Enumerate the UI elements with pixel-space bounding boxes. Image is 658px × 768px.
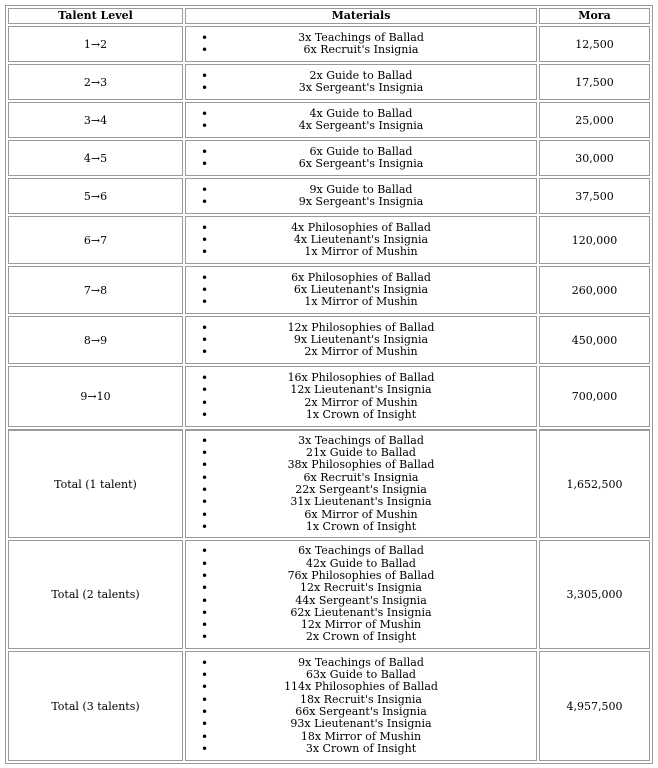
materials-cell <box>185 651 537 761</box>
materials-list <box>186 222 536 259</box>
material-item: • 4x Philosophies of Ballad <box>186 222 536 234</box>
talent-level-cell: 7→8 <box>8 266 183 314</box>
talent-level-cell: Total (3 talents) <box>8 651 183 761</box>
table-row <box>8 216 650 264</box>
material-item: • 93x Lieutenant's Insignia <box>186 718 536 730</box>
materials-cell <box>185 64 537 100</box>
materials-list <box>186 435 536 533</box>
materials-cell <box>185 366 537 427</box>
material-item: • 31x Lieutenant's Insignia <box>186 496 536 508</box>
material-item: • 6x Recruit's Insignia <box>186 44 536 56</box>
material-item: • 12x Recruit's Insignia <box>186 582 536 594</box>
material-item: • 4x Guide to Ballad <box>186 108 536 120</box>
header-talent-level: Talent Level <box>8 8 183 24</box>
header-materials: Materials <box>185 8 537 24</box>
material-item: • 6x Guide to Ballad <box>186 146 536 158</box>
talent-level-cell: 4→5 <box>8 140 183 176</box>
materials-cell <box>185 102 537 138</box>
total-row <box>8 429 650 538</box>
material-item: • 1x Crown of Insight <box>186 409 536 421</box>
materials-list <box>186 146 536 171</box>
materials-cell <box>185 216 537 264</box>
material-item: • 3x Teachings of Ballad <box>186 435 536 447</box>
total-row <box>8 540 650 649</box>
material-item: • 44x Sergeant's Insignia <box>186 595 536 607</box>
material-item: • 42x Guide to Ballad <box>186 558 536 570</box>
table-row <box>8 140 650 176</box>
material-item: • 9x Lieutenant's Insignia <box>186 334 536 346</box>
material-item: • 63x Guide to Ballad <box>186 669 536 681</box>
material-item: • 6x Sergeant's Insignia <box>186 158 536 170</box>
materials-cell <box>185 540 537 649</box>
talent-level-cell: 9→10 <box>8 366 183 427</box>
table-row <box>8 266 650 314</box>
talent-level-cell: 2→3 <box>8 64 183 100</box>
material-item: • 6x Recruit's Insignia <box>186 472 536 484</box>
material-item: • 4x Sergeant's Insignia <box>186 120 536 132</box>
material-item: • 12x Philosophies of Ballad <box>186 322 536 334</box>
material-item: • 3x Sergeant's Insignia <box>186 82 536 94</box>
mora-cell: 12,500 <box>539 26 650 62</box>
materials-cell <box>185 266 537 314</box>
material-item: • 38x Philosophies of Ballad <box>186 459 536 471</box>
material-item: • 9x Guide to Ballad <box>186 184 536 196</box>
mora-cell: 700,000 <box>539 366 650 427</box>
material-item: • 9x Teachings of Ballad <box>186 657 536 669</box>
materials-cell <box>185 178 537 214</box>
material-item: • 66x Sergeant's Insignia <box>186 706 536 718</box>
material-item: • 2x Guide to Ballad <box>186 70 536 82</box>
material-item: • 22x Sergeant's Insignia <box>186 484 536 496</box>
materials-cell <box>185 26 537 62</box>
material-item: • 2x Mirror of Mushin <box>186 346 536 358</box>
talent-materials-table <box>5 5 653 764</box>
materials-list <box>186 32 536 57</box>
material-item: • 1x Mirror of Mushin <box>186 296 536 308</box>
talent-level-cell: 3→4 <box>8 102 183 138</box>
materials-cell <box>185 429 537 538</box>
mora-cell: 1,652,500 <box>539 429 650 538</box>
table-row <box>8 366 650 427</box>
header-row <box>8 8 650 24</box>
mora-cell: 17,500 <box>539 64 650 100</box>
talent-level-cell: 5→6 <box>8 178 183 214</box>
talent-level-cell: 8→9 <box>8 316 183 364</box>
material-item: • 4x Lieutenant's Insignia <box>186 234 536 246</box>
material-item: • 76x Philosophies of Ballad <box>186 570 536 582</box>
table-body <box>8 26 650 761</box>
material-item: • 2x Crown of Insight <box>186 631 536 643</box>
material-item: • 12x Lieutenant's Insignia <box>186 384 536 396</box>
mora-cell: 260,000 <box>539 266 650 314</box>
material-item: • 6x Lieutenant's Insignia <box>186 284 536 296</box>
material-item: • 3x Teachings of Ballad <box>186 32 536 44</box>
mora-cell: 3,305,000 <box>539 540 650 649</box>
table-row <box>8 316 650 364</box>
material-item: • 18x Mirror of Mushin <box>186 731 536 743</box>
material-item: • 1x Crown of Insight <box>186 521 536 533</box>
material-item: • 2x Mirror of Mushin <box>186 397 536 409</box>
material-item: • 1x Mirror of Mushin <box>186 246 536 258</box>
material-item: • 6x Mirror of Mushin <box>186 509 536 521</box>
table-row <box>8 26 650 62</box>
talent-level-cell: 1→2 <box>8 26 183 62</box>
talent-level-cell: Total (2 talents) <box>8 540 183 649</box>
material-item: • 6x Teachings of Ballad <box>186 545 536 557</box>
talent-level-cell: Total (1 talent) <box>8 429 183 538</box>
header-mora: Mora <box>539 8 650 24</box>
table-row <box>8 64 650 100</box>
materials-list <box>186 108 536 133</box>
mora-cell: 37,500 <box>539 178 650 214</box>
mora-cell: 4,957,500 <box>539 651 650 761</box>
table-row <box>8 178 650 214</box>
material-item: • 18x Recruit's Insignia <box>186 694 536 706</box>
talent-table-container <box>5 5 653 764</box>
mora-cell: 25,000 <box>539 102 650 138</box>
materials-list <box>186 184 536 209</box>
mora-cell: 30,000 <box>539 140 650 176</box>
material-item: • 114x Philosophies of Ballad <box>186 681 536 693</box>
material-item: • 62x Lieutenant's Insignia <box>186 607 536 619</box>
material-item: • 9x Sergeant's Insignia <box>186 196 536 208</box>
materials-cell <box>185 316 537 364</box>
materials-list <box>186 545 536 643</box>
material-item: • 12x Mirror of Mushin <box>186 619 536 631</box>
materials-cell <box>185 140 537 176</box>
materials-list <box>186 657 536 755</box>
materials-list <box>186 372 536 421</box>
talent-level-cell: 6→7 <box>8 216 183 264</box>
materials-list <box>186 322 536 359</box>
materials-list <box>186 70 536 95</box>
total-row <box>8 651 650 761</box>
material-item: • 6x Philosophies of Ballad <box>186 272 536 284</box>
table-row <box>8 102 650 138</box>
material-item: • 3x Crown of Insight <box>186 743 536 755</box>
material-item: • 21x Guide to Ballad <box>186 447 536 459</box>
mora-cell: 450,000 <box>539 316 650 364</box>
materials-list <box>186 272 536 309</box>
mora-cell: 120,000 <box>539 216 650 264</box>
material-item: • 16x Philosophies of Ballad <box>186 372 536 384</box>
